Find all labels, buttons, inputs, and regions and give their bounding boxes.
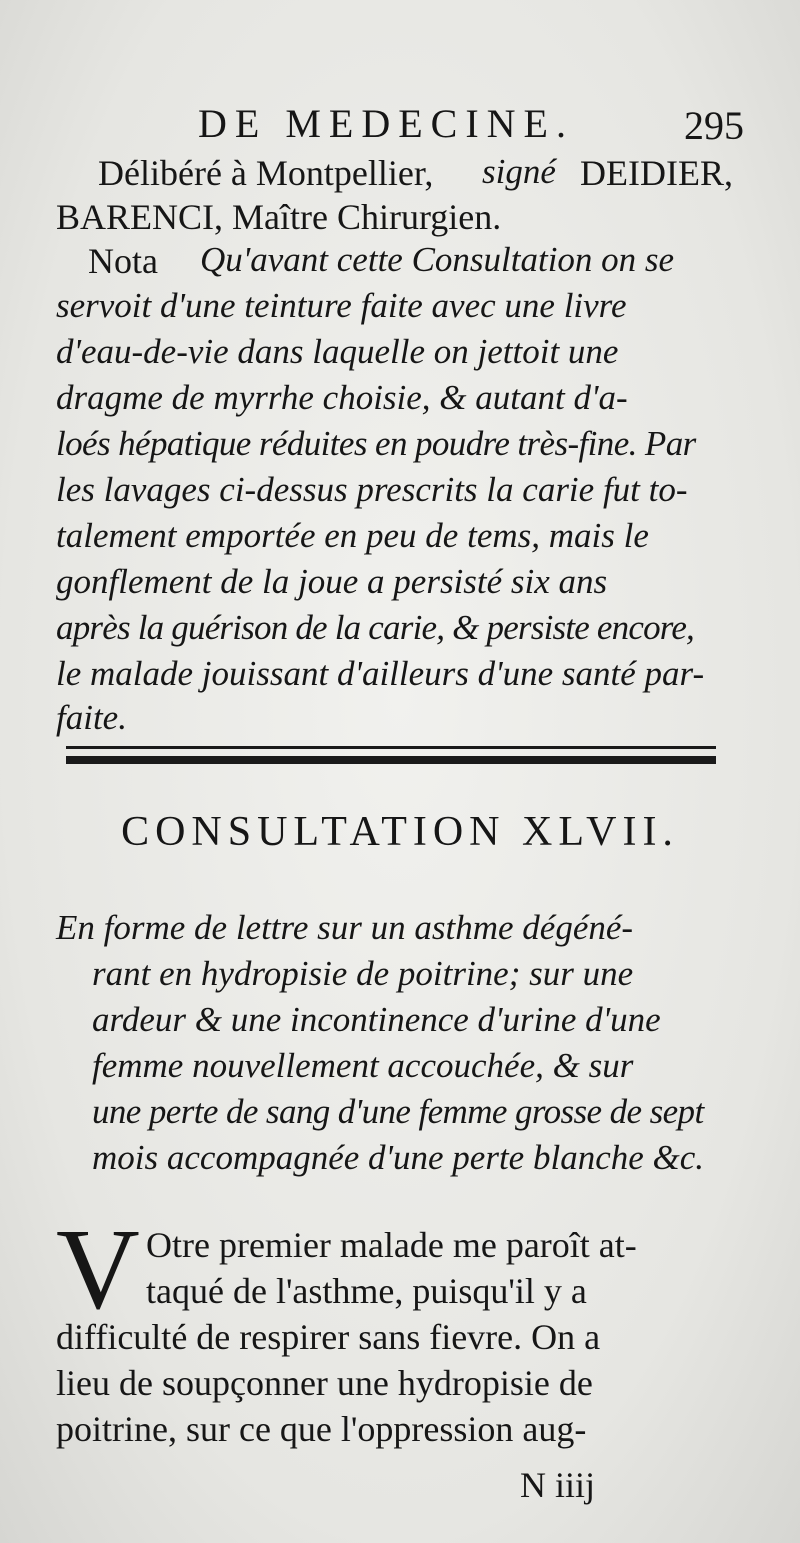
text-line	[0, 1316, 800, 1362]
section-divider	[66, 746, 716, 764]
drop-cap: V	[56, 1206, 140, 1334]
text-line	[0, 378, 800, 424]
text-line	[0, 286, 800, 332]
summary-line: En forme de lettre sur un asthme dégéné-	[56, 908, 634, 947]
body-line: poitrine, sur ce que l'oppression aug-	[56, 1409, 587, 1449]
text-span-italic: talement emportée en peu de tems, mais le	[56, 516, 649, 555]
text-line	[0, 1224, 800, 1270]
text-line	[0, 332, 800, 378]
text-line	[0, 1092, 800, 1138]
text-span-italic: après la guérison de la carie, & persiste encore,	[56, 608, 695, 647]
summary-line: rant en hydropisie de poitrine; sur une	[92, 954, 634, 993]
text-span-italic: servoit d'une teinture faite avec une livre	[56, 286, 627, 325]
text-span: Délibéré à Montpellier,	[98, 153, 434, 193]
summary-line: une perte de sang d'une femme grosse de sept	[92, 1092, 704, 1131]
summary-line: ardeur & une incontinence d'urine d'une	[92, 1000, 661, 1039]
summary-line: mois accompagnée d'une perte blanche &c.	[92, 1138, 705, 1177]
text-line	[0, 1000, 800, 1046]
text-line	[0, 152, 800, 198]
text-span-italic: gonflement de la joue a persisté six ans	[56, 562, 608, 601]
page-number: 295	[684, 103, 744, 148]
text-span-italic: loés hépatique réduites en poudre très-fine. Par	[56, 424, 696, 463]
text-line	[0, 470, 800, 516]
signature-mark: N iiij	[520, 1465, 596, 1505]
text-line	[0, 1138, 800, 1184]
body-line: difficulté de respirer sans fievre. On a	[56, 1317, 601, 1357]
text-line	[0, 1270, 800, 1316]
nota-label: Nota	[88, 241, 158, 281]
text-span-italic: les lavages ci-dessus prescrits la carie fut to-	[56, 470, 688, 509]
text-line	[0, 698, 800, 744]
text-line	[0, 654, 800, 700]
consultation-heading: CONSULTATION XLVII.	[121, 809, 679, 855]
text-line	[0, 196, 800, 242]
text-span-italic: faite.	[56, 698, 127, 737]
text-span-italic: le malade jouissant d'ailleurs d'une santé par-	[56, 654, 705, 693]
text-line	[0, 908, 800, 954]
text-line	[0, 240, 800, 286]
page-header	[0, 100, 800, 150]
text-line	[0, 516, 800, 562]
text-span-italic: signé	[482, 152, 556, 191]
summary-line: femme nouvellement accouchée, & sur	[92, 1046, 634, 1085]
text-span-italic: dragme de myrrhe choisie, & autant d'a-	[56, 378, 628, 417]
text-line	[0, 424, 800, 470]
text-line	[0, 608, 800, 654]
author-name: DEIDIER,	[580, 153, 733, 193]
text-line	[0, 1362, 800, 1408]
text-span: BARENCI, Maître Chirurgien.	[56, 197, 502, 237]
text-span-italic: d'eau-de-vie dans laquelle on jettoit une	[56, 332, 619, 371]
body-line: Otre premier malade me paroît at-	[146, 1225, 637, 1265]
text-line	[0, 562, 800, 608]
text-span-italic: Qu'avant cette Consultation on se	[200, 240, 675, 279]
text-line	[0, 1046, 800, 1092]
text-line	[0, 954, 800, 1000]
text-line	[0, 1408, 800, 1454]
body-line: taqué de l'asthme, puisqu'il y a	[146, 1271, 587, 1311]
body-line: lieu de soupçonner une hydropisie de	[56, 1363, 593, 1403]
running-title: DE MEDECINE.	[198, 101, 574, 146]
